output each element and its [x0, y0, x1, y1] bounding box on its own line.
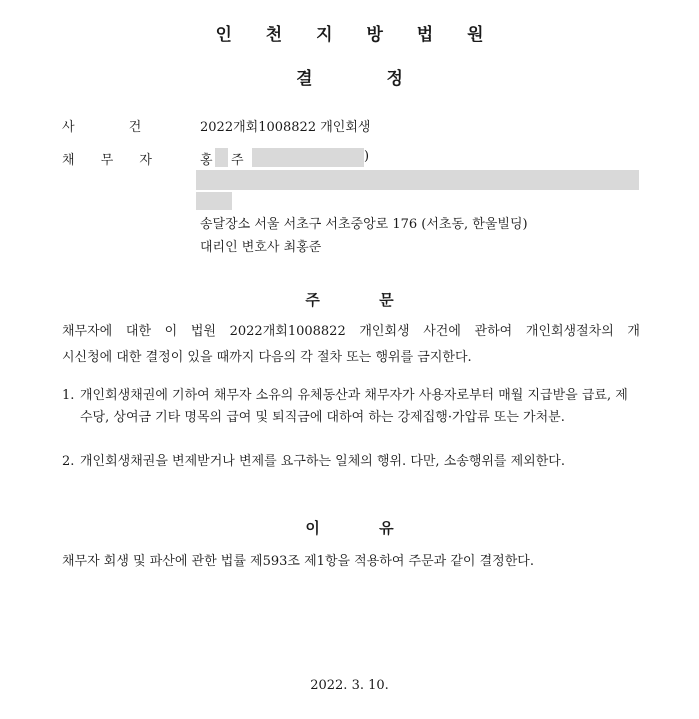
order-item-number: 1. — [62, 388, 75, 403]
order-item — [62, 385, 640, 429]
case-label: 사 건 — [62, 120, 142, 135]
debtor-paren-close: ) — [364, 149, 370, 164]
reason-text: 채무자 회생 및 파산에 관한 법률 제593조 제1항을 적용하여 주문과 같이 결정한다. — [62, 554, 534, 569]
order-heading: 주 문 — [305, 291, 394, 309]
debtor-label: 채 무 자 — [62, 153, 152, 168]
order-item-number: 2. — [62, 454, 75, 469]
case-number: 2022개회1008822 개인회생 — [200, 120, 371, 135]
legal-agent: 대리인 변호사 최홍준 — [200, 240, 322, 255]
debtor-name-prefix: 홍 — [200, 153, 213, 168]
redaction-box — [252, 148, 364, 167]
order-intro-line-2: 시신청에 대한 결정이 있을 때까지 다음의 각 절차 또는 행위를 금지한다. — [62, 350, 472, 365]
order-intro-line-1: 채무자에 대한 이 법원 2022개회1008822 개인회생 사건에 관하여 개인회생절차의 개 — [62, 324, 640, 339]
court-name: 인 천 지 방 법 원 — [215, 25, 498, 45]
document-type: 결 정 — [296, 69, 403, 89]
redaction-box — [215, 148, 228, 167]
order-item-text: 개인회생채권을 변제받거나 변제를 요구하는 일체의 행위. 다만, 소송행위를 제외한다. — [80, 454, 565, 469]
order-item-text: 개인회생채권에 기하여 채무자 소유의 유체동산과 채무자가 사용자로부터 매월 지급받을 급료, 제수당, 상여금 기타 명목의 급여 및 퇴직금에 대하여 하는 강제집행·가압류 또는 가처분. — [80, 388, 628, 425]
reason-heading: 이 유 — [305, 519, 394, 537]
redaction-box — [196, 170, 639, 190]
debtor-name-middle: 주 — [231, 153, 244, 168]
order-item — [62, 451, 640, 473]
redaction-box — [196, 192, 232, 210]
decision-date: 2022. 3. 10. — [310, 678, 389, 693]
order-intro — [62, 319, 640, 371]
service-address: 송달장소 서울 서초구 서초중앙로 176 (서초동, 한울빌딩) — [200, 217, 528, 232]
